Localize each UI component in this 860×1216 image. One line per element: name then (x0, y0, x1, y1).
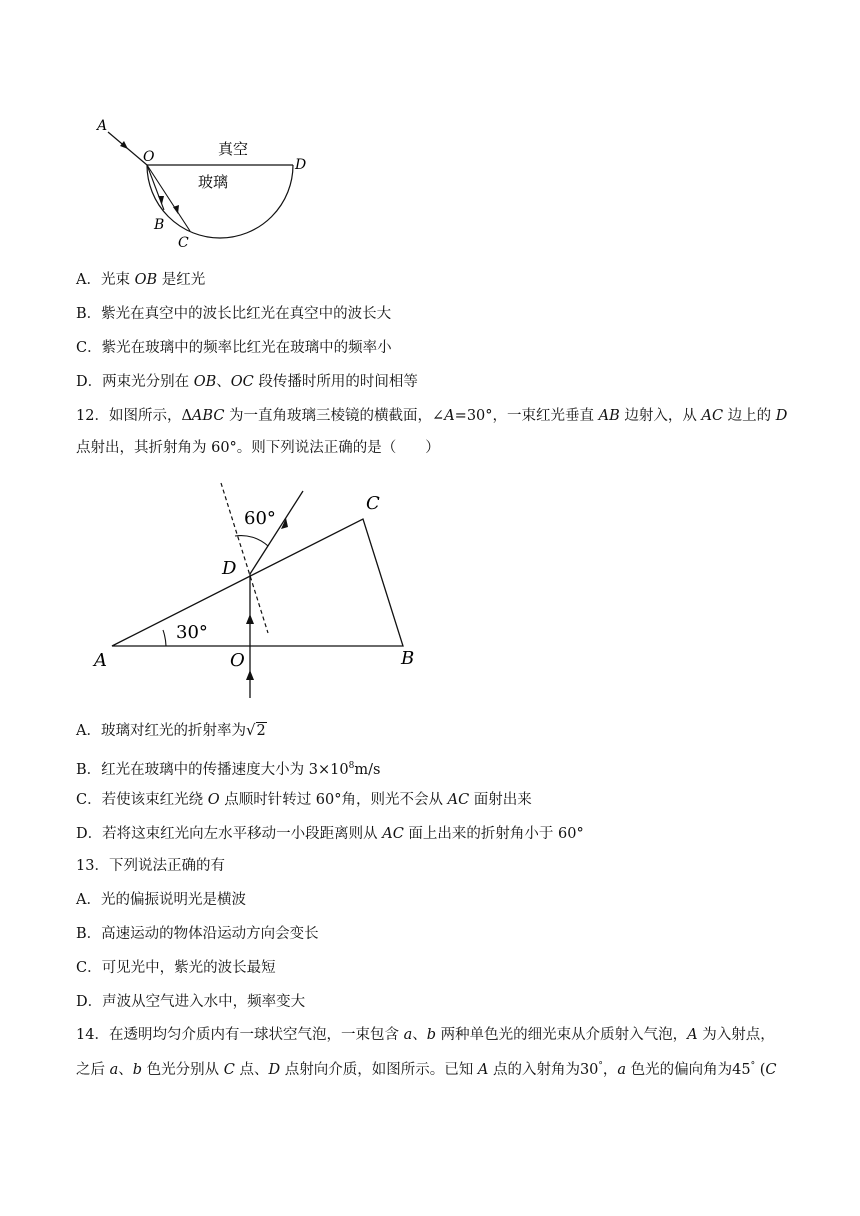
q12-option-a: A．玻璃对红光的折射率为√2 (76, 721, 266, 739)
fig2-angle-60: 60° (244, 508, 276, 529)
fig1-vacuum-label: 真空 (218, 140, 249, 158)
q13-option-d: D．声波从空气进入水中，频率变大 (76, 994, 306, 1010)
fig1-glass-label: 玻璃 (198, 173, 229, 191)
fig2-angle-30: 30° (176, 622, 208, 643)
q13-title: 13．下列说法正确的有 (76, 858, 225, 874)
fig2-label-C: C (366, 493, 380, 514)
sqrt-sign: √ (245, 721, 256, 739)
q12-stem-line1: 12．如图所示，ΔABC 为一直角玻璃三棱镜的横截面，∠A=30°，一束红光垂直 AB 边射入，从 AC 边上的 D (76, 408, 788, 424)
q12-stem-line2: 点射出，其折射角为 60°。则下列说法正确的是（ ） (76, 440, 440, 456)
q12-option-c: C．若使该束红光绕 O 点顺时针转过 60°角，则光不会从 AC 面射出来 (76, 792, 532, 808)
q11-option-c: C．紫光在玻璃中的频率比红光在玻璃中的频率小 (76, 340, 392, 356)
q13-option-a: A．光的偏振说明光是横波 (76, 892, 246, 908)
fig2-label-O: O (230, 650, 245, 671)
q14-stem: 14．在透明均匀介质内有一球状空气泡，一束包含 a、b 两种单色光的细光束从介质射入气泡，A 为入射点，之后 a、b 色光分别从 C 点、D 点射向介质，如图所示。已知 A 点的入射角为30°，a 色光的偏向角为45° (C (76, 1027, 777, 1078)
fig1-label-B: B (154, 217, 165, 233)
figure-semicircle-glass (80, 110, 320, 255)
fig1-label-C: C (178, 235, 189, 251)
q13-option-b: B．高速运动的物体沿运动方向会变长 (76, 926, 319, 942)
q13-option-c: C．可见光中，紫光的波长最短 (76, 960, 276, 976)
q12-option-d: D．若将这束红光向左水平移动一小段距离则从 AC 面上出来的折射角小于 60° (76, 826, 584, 842)
fig1-label-O: O (143, 149, 155, 165)
q11-option-d: D．两束光分别在 OB、OC 段传播时所用的时间相等 (76, 374, 418, 390)
fig2-label-B: B (401, 648, 415, 669)
fig1-label-D: D (295, 157, 307, 173)
q12-option-b: B．红光在玻璃中的传播速度大小为 $3\times 10^8m/s$ (76, 761, 381, 778)
fig1-label-A: A (97, 118, 108, 134)
q11-option-a: A．光束 OB 是红光 (76, 272, 206, 288)
fig2-label-A: A (94, 650, 107, 671)
q11-option-b: B．紫光在真空中的波长比红光在真空中的波长大 (76, 306, 392, 322)
fig2-label-D: D (222, 558, 237, 579)
figure-triangle-prism (88, 476, 428, 706)
